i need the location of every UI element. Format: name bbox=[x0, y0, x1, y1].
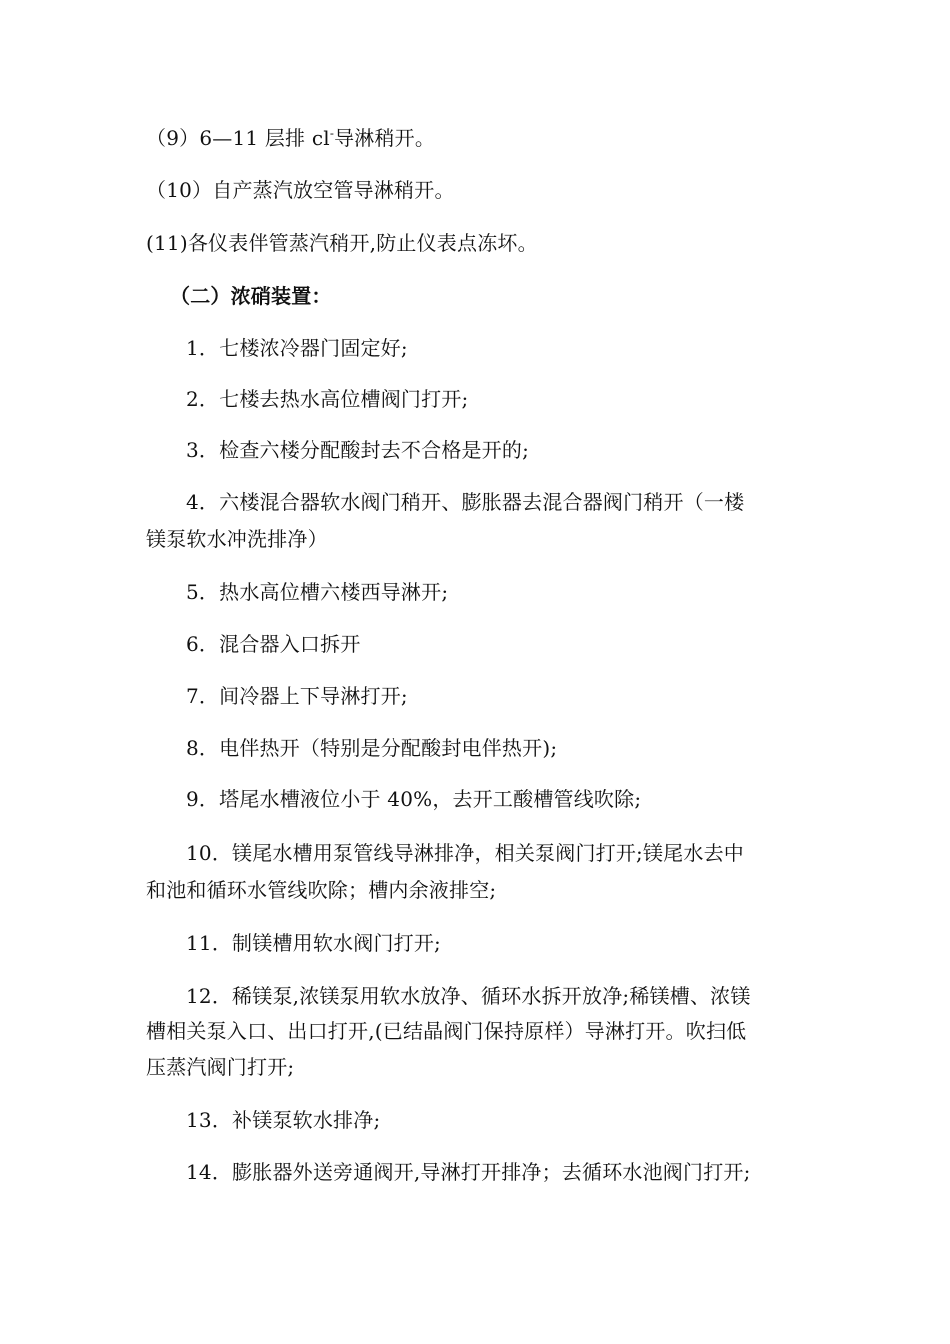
list-item-7: 7．间冷器上下导淋打开; bbox=[186, 684, 408, 708]
list-item-1: 1．七楼浓冷器门固定好; bbox=[186, 336, 408, 360]
list-item-9: 9．塔尾水槽液位小于 40%，去开工酸槽管线吹除; bbox=[186, 787, 642, 811]
superscript-minus: - bbox=[329, 126, 335, 141]
list-item-4-line-1: 4．六楼混合器软水阀门稍开、膨胀器去混合器阀门稍开（一楼 bbox=[186, 490, 745, 514]
list-item-8: 8．电伴热开（特别是分配酸封电伴热开); bbox=[186, 736, 558, 760]
paragraph-item-9 bbox=[146, 126, 435, 150]
list-item-12-line-1: 12．稀镁泵,浓镁泵用软水放净、循环水拆开放净;稀镁槽、浓镁 bbox=[186, 984, 751, 1008]
item-9-text-b: 导淋稍开。 bbox=[334, 126, 436, 150]
section-heading: （二）浓硝装置： bbox=[170, 284, 332, 308]
list-item-10-line-1: 10．镁尾水槽用泵管线导淋排净，相关泵阀门打开;镁尾水去中 bbox=[186, 841, 744, 865]
list-item-12-line-3: 压蒸汽阀门打开; bbox=[146, 1055, 295, 1079]
list-item-11: 11．制镁槽用软水阀门打开; bbox=[186, 931, 441, 955]
list-item-12-line-2: 槽相关泵入口、出口打开,(已结晶阀门保持原样）导淋打开。吹扫低 bbox=[146, 1019, 747, 1043]
list-item-3: 3．检查六楼分配酸封去不合格是开的; bbox=[186, 438, 530, 462]
paragraph-item-11: (11)各仪表伴管蒸汽稍开,防止仪表点冻坏。 bbox=[146, 231, 538, 255]
list-item-14: 14．膨胀器外送旁通阀开,导淋打开排净；去循环水池阀门打开; bbox=[186, 1160, 751, 1184]
list-item-2: 2．七楼去热水高位槽阀门打开; bbox=[186, 387, 469, 411]
paragraph-item-10: （10）自产蒸汽放空管导淋稍开。 bbox=[146, 178, 455, 202]
list-item-5: 5．热水高位槽六楼西导淋开; bbox=[186, 580, 449, 604]
item-9-text-a: （9）6—11 层排 cl bbox=[146, 126, 330, 150]
list-item-10-line-2: 和池和循环水管线吹除；槽内余液排空; bbox=[146, 878, 497, 902]
list-item-4-line-2: 镁泵软水冲洗排净） bbox=[146, 527, 328, 551]
list-item-13: 13．补镁泵软水排净; bbox=[186, 1108, 381, 1132]
list-item-6: 6．混合器入口拆开 bbox=[186, 632, 361, 656]
